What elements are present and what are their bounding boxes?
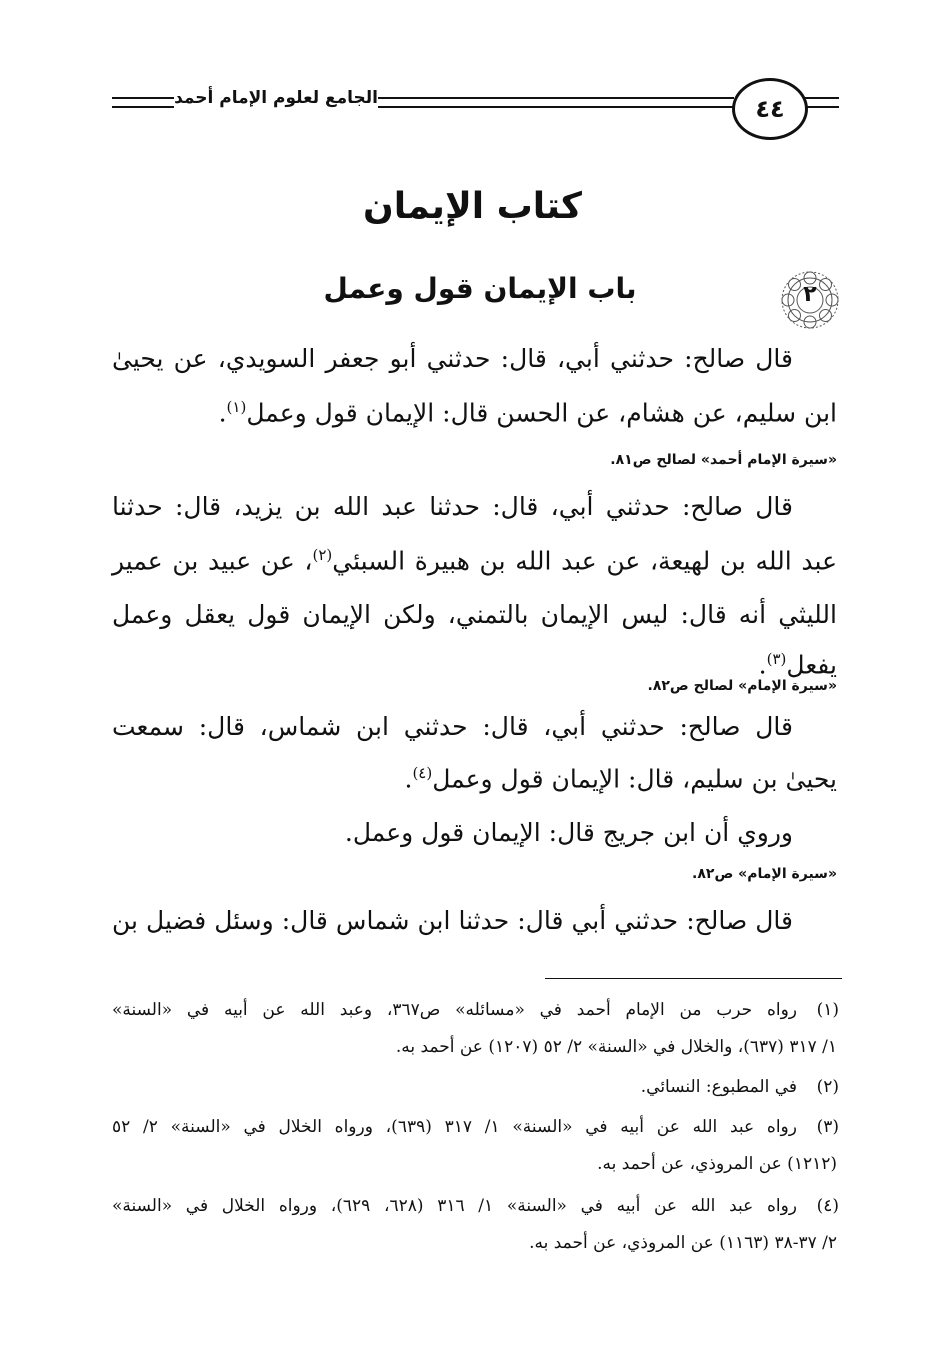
footnote-line: ١/ ٣١٧ (٦٣٧)، والخلال في «السنة» ٢/ ٥٢ (١٢٠٧) عن أحمد به. xyxy=(395,1037,837,1057)
text-line: قال صالح: حدثني أبي قال: حدثنا ابن شماس قال: وسئل فضيل بن xyxy=(112,906,793,935)
footnote-ref: (٢) xyxy=(312,546,333,564)
source-citation: «سيرة الإمام» ص٨٢. xyxy=(692,866,837,882)
source-citation: «سيرة الإمام أحمد» لصالح ص٨١. xyxy=(610,452,837,468)
text-line xyxy=(404,764,837,793)
text-line: وروي أن ابن جريج قال: الإيمان قول وعمل. xyxy=(344,818,793,847)
header-rule-left xyxy=(112,97,174,108)
footnote-ref: (٣) xyxy=(766,650,787,668)
source-citation: «سيرة الإمام» لصالح ص٨٢. xyxy=(647,678,837,694)
footnote-line: في المطبوع: النسائي. xyxy=(640,1077,797,1097)
footnote-number: (١) xyxy=(816,1000,839,1020)
text-line xyxy=(759,650,837,679)
header-rule-middle xyxy=(378,97,734,108)
chapter-title: باب الإيمان قول وعمل xyxy=(323,272,637,305)
text-line: قال صالح: حدثني أبي، قال: حدثني ابن شماس، قال: سمعت xyxy=(112,712,793,741)
text-span: يفعل xyxy=(786,650,837,680)
text-line: الليثي أنه قال: ليس الإيمان بالتمني، ولكن الإيمان قول يعقل وعمل xyxy=(112,600,837,629)
footnote-ref: (٤) xyxy=(412,764,433,782)
text-line: قال صالح: حدثني أبي، قال: حدثني أبو جعفر السويدي، عن يحيىٰ xyxy=(112,344,793,373)
footnote-line: (١٢١٢) عن المروذي، عن أحمد به. xyxy=(597,1154,837,1174)
footnote-line: رواه عبد الله عن أبيه في «السنة» ١/ ٣١٦ (٦٢٨، ٦٢٩)، ورواه الخلال في «السنة» xyxy=(112,1196,797,1216)
footnote-separator xyxy=(545,978,842,979)
footnote-line: ٢/ ٣٧-٣٨ (١١٦٣) عن المروذي، عن أحمد به. xyxy=(529,1233,837,1253)
footnote-number: (٤) xyxy=(816,1196,839,1216)
footnote-line: رواه حرب من الإمام أحمد في «مسائله» ص٣٦٧، وعبد الله عن أبيه في «السنة» xyxy=(112,1000,797,1020)
chapter-number: ٢ xyxy=(803,282,817,307)
text-line xyxy=(112,546,837,575)
period: . xyxy=(218,398,227,428)
text-line xyxy=(219,398,837,427)
period: . xyxy=(758,650,767,680)
text-span: يحيىٰ بن سليم، قال: الإيمان قول وعمل xyxy=(432,764,837,794)
text-line: قال صالح: حدثني أبي، قال: حدثنا عبد الله بن يزيد، قال: حدثنا xyxy=(112,492,793,521)
footnote-number: (٢) xyxy=(816,1077,839,1097)
page-number: ٤٤ xyxy=(732,78,808,140)
footnote-line: رواه عبد الله عن أبيه في «السنة» ١/ ٣١٧ (٦٣٩)، ورواه الخلال في «السنة» ٢/ ٥٢ xyxy=(112,1117,797,1137)
text-span: ، عن عبيد بن عمير xyxy=(112,546,313,576)
period: . xyxy=(404,764,413,794)
book-title: كتاب الإيمان xyxy=(363,186,582,227)
text-span: عبد الله بن لهيعة، عن عبد الله بن هبيرة السبئي xyxy=(332,546,837,576)
running-title: الجامع لعلوم الإمام أحمد xyxy=(174,88,378,108)
text-span: ابن سليم، عن هشام، عن الحسن قال: الإيمان قول وعمل xyxy=(246,398,837,428)
footnote-ref: (١) xyxy=(226,398,247,416)
footnote-number: (٣) xyxy=(816,1117,839,1137)
